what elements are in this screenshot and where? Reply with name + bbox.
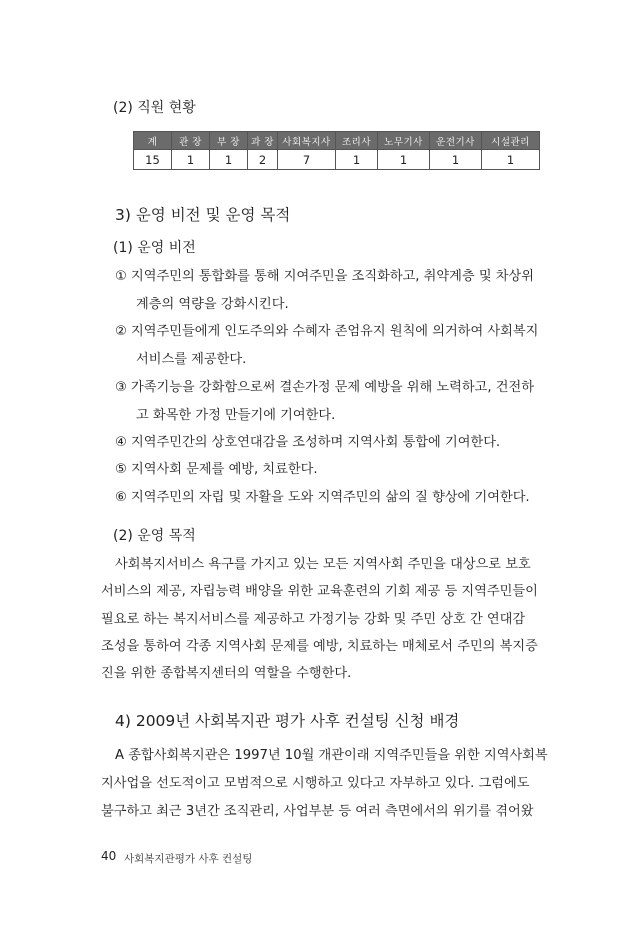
vision-item-1-line-2: 계층의 역량을 강화시킨다. bbox=[136, 297, 289, 312]
staff-count-cell: 1 bbox=[430, 150, 482, 170]
staff-count-cell: 1 bbox=[210, 150, 248, 170]
staff-header-cell: 과 장 bbox=[248, 132, 278, 150]
staff-header-cell: 부 장 bbox=[210, 132, 248, 150]
staff-count-cell: 15 bbox=[134, 150, 172, 170]
purpose-line-1: 사회복지서비스 욕구를 가지고 있는 모든 지역사회 주민을 대상으로 보호 bbox=[115, 557, 531, 572]
vision-item-3-line-2: 고 화목한 가정 만들기에 기여한다. bbox=[136, 408, 336, 423]
staff-header-cell: 노무기사 bbox=[378, 132, 430, 150]
vision-title: (1) 운영 비전 bbox=[113, 240, 196, 256]
staff-header-cell: 시설관리 bbox=[482, 132, 540, 150]
staff-count-cell: 1 bbox=[336, 150, 378, 170]
vision-item-3-line-1: ③ 가족기능을 강화함으로써 결손가정 문제 예방을 위해 노력하고, 건전하 bbox=[115, 380, 534, 395]
staff-count-cell: 1 bbox=[172, 150, 210, 170]
section4-line-1: A 종합사회복지관은 1997년 10월 개관이래 지역주민들을 위한 지역사회복 bbox=[115, 748, 548, 763]
staff-count-cell: 7 bbox=[278, 150, 336, 170]
vision-item-2-line-1: ② 지역주민들에게 인도주의와 수혜자 존엄유지 원칙에 의거하여 사회복지 bbox=[115, 324, 539, 339]
staff-header-cell: 운전기사 bbox=[430, 132, 482, 150]
staff-table-header-row bbox=[134, 132, 540, 150]
running-title: 사회복지관평가 사후 컨설팅 bbox=[124, 853, 253, 865]
table-row bbox=[134, 150, 540, 170]
section4-heading: 4) 2009년 사회복지관 평가 사후 컨설팅 신청 배경 bbox=[115, 712, 460, 730]
page-number: 40 bbox=[101, 849, 117, 863]
vision-item-6: ⑥ 지역주민의 자립 및 자활을 도와 지역주민의 삶의 질 향상에 기여한다. bbox=[115, 490, 530, 505]
section4-line-2: 지사업을 선도적이고 모범적으로 시행하고 있다고 자부하고 있다. 그럼에도 bbox=[101, 776, 530, 791]
purpose-line-2: 서비스의 제공, 자립능력 배양을 위한 교육훈련의 기회 제공 등 지역주민들이 bbox=[101, 584, 538, 599]
vision-item-5: ⑤ 지역사회 문제를 예방, 치료한다. bbox=[115, 462, 318, 477]
staff-header-cell: 계 bbox=[134, 132, 172, 150]
staff-section-title: (2) 직원 현황 bbox=[113, 100, 196, 116]
vision-item-1-line-1: ① 지역주민의 통합화를 통해 지여주민을 조직화하고, 취약계층 및 차상위 bbox=[115, 269, 534, 284]
purpose-line-4: 조성을 통하여 각종 지역사회 문제를 예방, 치료하는 매체로서 주민의 복지증 bbox=[101, 639, 538, 654]
vision-item-2-line-2: 서비스를 제공한다. bbox=[136, 352, 247, 367]
staff-count-cell: 1 bbox=[482, 150, 540, 170]
purpose-line-3: 필요로 하는 복지서비스를 제공하고 가정기능 강화 및 주민 상호 간 연대감 bbox=[101, 612, 526, 627]
staff-header-cell: 사회복지사 bbox=[278, 132, 336, 150]
staff-table bbox=[133, 131, 540, 170]
section3-heading: 3) 운영 비전 및 운영 목적 bbox=[115, 206, 291, 224]
section4-line-3: 불구하고 최근 3년간 조직관리, 사업부분 등 여러 측면에서의 위기를 겪어왔 bbox=[101, 804, 534, 819]
staff-header-cell: 조리사 bbox=[336, 132, 378, 150]
staff-header-cell: 관 장 bbox=[172, 132, 210, 150]
staff-count-cell: 2 bbox=[248, 150, 278, 170]
purpose-title: (2) 운영 목적 bbox=[113, 528, 196, 544]
purpose-line-5: 진을 위한 종합복지센터의 역할을 수행한다. bbox=[101, 666, 352, 681]
staff-count-cell: 1 bbox=[378, 150, 430, 170]
vision-item-4: ④ 지역주민간의 상호연대감을 조성하며 지역사회 통합에 기여한다. bbox=[115, 435, 501, 450]
